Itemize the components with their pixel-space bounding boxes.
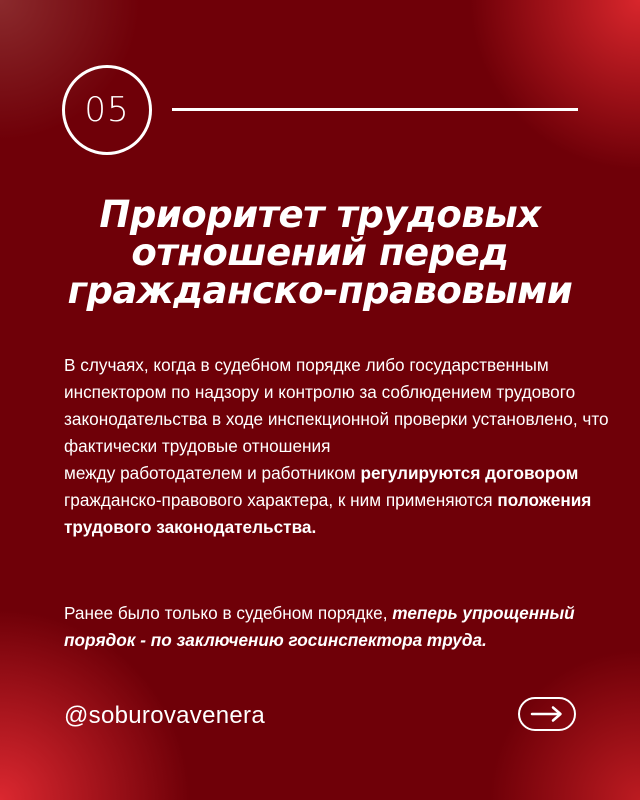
note-text: Ранее было только в судебном порядке,: [64, 603, 393, 623]
note-bold-text: теперь упрощенный порядок - по заключению госинспектора труда.: [64, 603, 575, 650]
slide-number: 05: [84, 90, 130, 130]
next-slide-button[interactable]: [518, 697, 576, 731]
body-bold-regulated: регулируются договором: [360, 463, 579, 483]
slide-number-badge: [62, 65, 152, 155]
arrow-right-icon: [529, 705, 565, 723]
slide-title: Приоритет трудовых отношений перед гражданско-правовыми: [67, 193, 573, 312]
body-paragraph: [64, 352, 609, 541]
note-paragraph: [64, 600, 609, 654]
author-handle[interactable]: @soburovavenera: [64, 702, 265, 729]
header-divider-line: [172, 108, 578, 111]
body-text-part1: В случаях, когда в судебном порядке либо государственным инспектором по надзору и контролю за соблюдением трудового законодательства в ходе инспекционной проверки установлено, что фактически трудовые отношения: [64, 355, 609, 456]
body-bold-provisions: положения трудового законодательства.: [64, 490, 592, 537]
body-text-part3: гражданско-правового характера, к ним применяются: [64, 490, 498, 510]
body-text-part2: между работодателем и работником: [64, 463, 361, 483]
